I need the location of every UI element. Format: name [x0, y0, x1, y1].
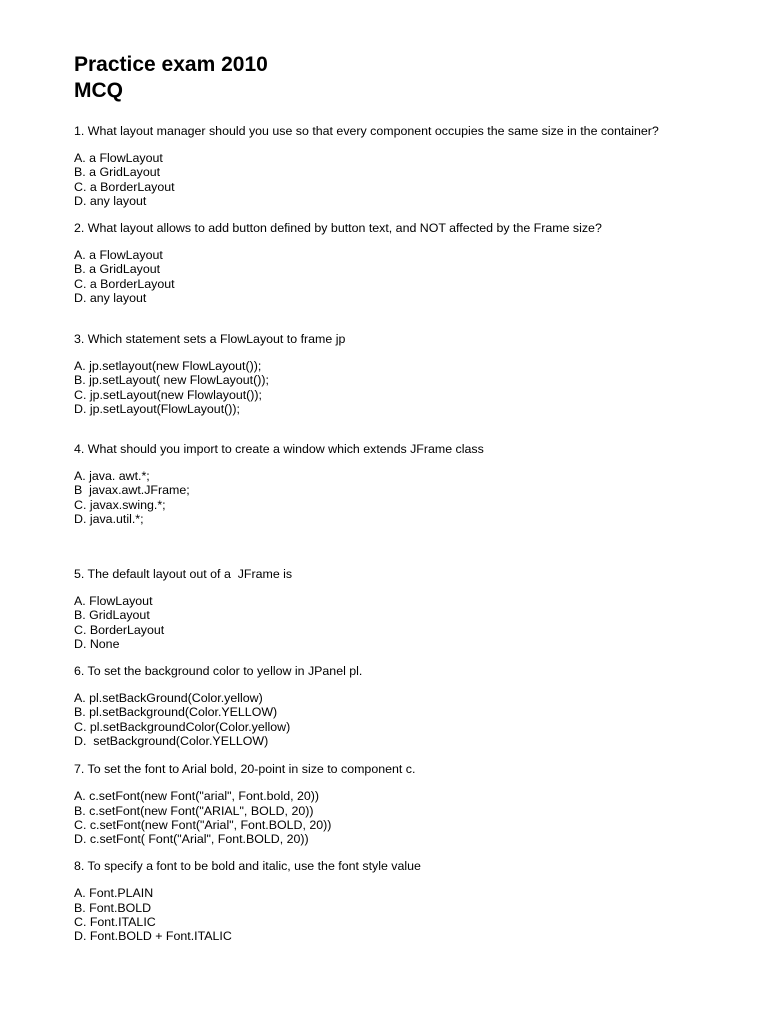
question-text: 8. To specify a font to be bold and italic, use the font style value	[74, 859, 421, 874]
exam-page	[74, 52, 734, 943]
question-8	[74, 859, 734, 943]
option-list	[74, 248, 734, 305]
question-3	[74, 332, 734, 416]
option-list	[74, 594, 734, 651]
option-a: A. pl.setBackGround(Color.yellow)	[74, 691, 263, 706]
option-b: B. pl.setBackground(Color.YELLOW)	[74, 705, 278, 720]
option-d: D. Font.BOLD + Font.ITALIC	[74, 928, 232, 943]
option-b: B. jp.setLayout( new FlowLayout());	[74, 373, 269, 388]
option-b: B. a GridLayout	[74, 262, 161, 277]
question-1	[74, 124, 734, 208]
option-d: D. setBackground(Color.YELLOW)	[74, 733, 269, 748]
option-a: A. jp.setlayout(new FlowLayout());	[74, 359, 262, 374]
option-c: C. a BorderLayout	[74, 179, 175, 194]
page-subtitle: MCQ	[74, 79, 123, 102]
option-b: B. GridLayout	[74, 608, 150, 623]
option-list	[74, 789, 734, 846]
option-a: A. FlowLayout	[74, 594, 153, 609]
option-a: A. c.setFont(new Font("arial", Font.bold, 20))	[74, 789, 320, 804]
option-c: C. javax.swing.*;	[74, 497, 166, 512]
option-d: D. None	[74, 636, 120, 651]
option-a: A. a FlowLayout	[74, 248, 163, 263]
option-list	[74, 469, 734, 526]
question-4	[74, 442, 734, 526]
option-a: A. java. awt.*;	[74, 469, 150, 484]
question-text: 4. What should you import to create a window which extends JFrame class	[74, 442, 484, 457]
option-c: C. jp.setLayout(new Flowlayout());	[74, 387, 262, 402]
question-text: 7. To set the font to Arial bold, 20-point in size to component c.	[74, 762, 416, 777]
option-c: C. c.setFont(new Font("Arial", Font.BOLD, 20))	[74, 817, 332, 832]
question-text: 3. Which statement sets a FlowLayout to frame jp	[74, 332, 346, 347]
option-b: B. Font.BOLD	[74, 900, 152, 915]
option-b: B. c.setFont(new Font("ARIAL", BOLD, 20))	[74, 803, 314, 818]
option-b: B javax.awt.JFrame;	[74, 483, 190, 498]
option-b: B. a GridLayout	[74, 165, 161, 180]
page-title: Practice exam 2010	[74, 53, 268, 76]
question-text: 6. To set the background color to yellow in JPanel pl.	[74, 664, 363, 679]
question-7	[74, 762, 734, 846]
question-text: 1. What layout manager should you use so that every component occupies the same size in the container?	[74, 124, 659, 138]
question-text: 5. The default layout out of a JFrame is	[74, 567, 293, 582]
option-list	[74, 886, 734, 943]
question-5	[74, 567, 734, 651]
option-a: A. Font.PLAIN	[74, 886, 154, 901]
option-c: C. Font.ITALIC	[74, 914, 156, 929]
option-list	[74, 359, 734, 416]
option-a: A. a FlowLayout	[74, 151, 163, 166]
option-c: C. BorderLayout	[74, 622, 165, 637]
question-text: 2. What layout allows to add button defined by button text, and NOT affected by the Frame size?	[74, 221, 602, 236]
option-list	[74, 691, 734, 748]
option-d: D. any layout	[74, 290, 147, 305]
option-d: D. java.util.*;	[74, 511, 144, 526]
question-2	[74, 221, 734, 305]
option-c: C. pl.setBackgroundColor(Color.yellow)	[74, 719, 291, 734]
option-d: D. any layout	[74, 193, 147, 208]
question-6	[74, 664, 734, 748]
option-list	[74, 151, 734, 208]
option-d: D. jp.setLayout(FlowLayout());	[74, 401, 240, 416]
option-d: D. c.setFont( Font("Arial", Font.BOLD, 20))	[74, 831, 309, 846]
option-c: C. a BorderLayout	[74, 276, 175, 291]
